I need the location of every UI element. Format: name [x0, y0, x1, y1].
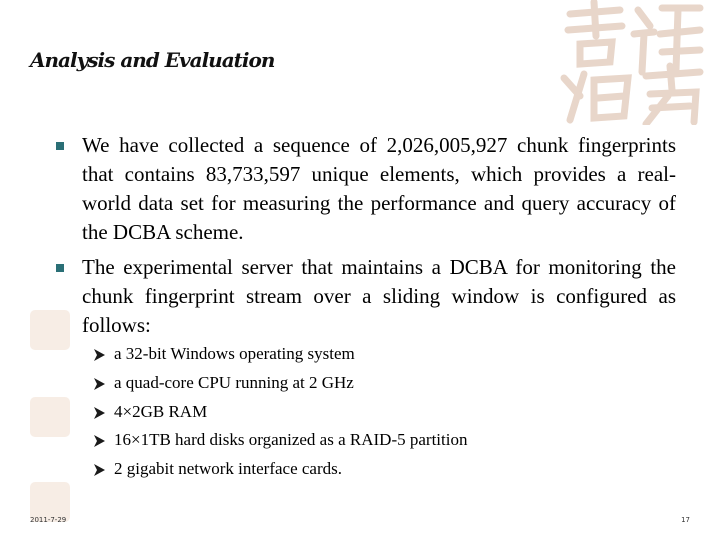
bullet-list	[56, 131, 676, 346]
bullet-text: The experimental server that maintains a DCBA for monitoring the chunk fingerprint stream over a sliding window is configured as follows:	[82, 255, 676, 337]
footer-date: 2011-7-29	[30, 516, 67, 524]
subbullet-item	[94, 398, 467, 427]
square-bullet-icon	[56, 264, 64, 272]
subbullet-item	[94, 369, 467, 398]
subbullet-item	[94, 426, 467, 455]
bullet-text: We have collected a sequence of 2,026,005,927 chunk fingerprints that contains 83,733,597 unique elements, which provides a real-world data set for measuring the performance and query accuracy of the DCBA scheme.	[82, 133, 676, 244]
subbullet-item	[94, 455, 467, 484]
arrow-bullet-icon	[94, 435, 105, 447]
subbullet-text: 16×1TB hard disks organized as a RAID-5 partition	[114, 430, 468, 450]
subbullet-text: a quad-core CPU running at 2 GHz	[114, 372, 354, 392]
bullet-item	[56, 253, 676, 340]
arrow-bullet-icon	[94, 407, 105, 419]
arrow-bullet-icon	[94, 464, 105, 476]
subbullet-list	[94, 340, 467, 484]
arrow-bullet-icon	[94, 349, 105, 361]
page-number: 17	[681, 516, 690, 524]
subbullet-text: 2 gigabit network interface cards.	[114, 459, 342, 479]
arrow-bullet-icon	[94, 378, 105, 390]
bullet-item	[56, 131, 676, 247]
subbullet-text: 4×2GB RAM	[114, 401, 208, 421]
subbullet-text: a 32-bit Windows operating system	[114, 344, 355, 363]
slide-title: Analysis and Evaluation	[30, 48, 275, 72]
decorative-stamp	[30, 397, 70, 437]
subbullet-item	[94, 340, 467, 369]
square-bullet-icon	[56, 142, 64, 150]
calligraphy-watermark-icon	[550, 0, 720, 125]
